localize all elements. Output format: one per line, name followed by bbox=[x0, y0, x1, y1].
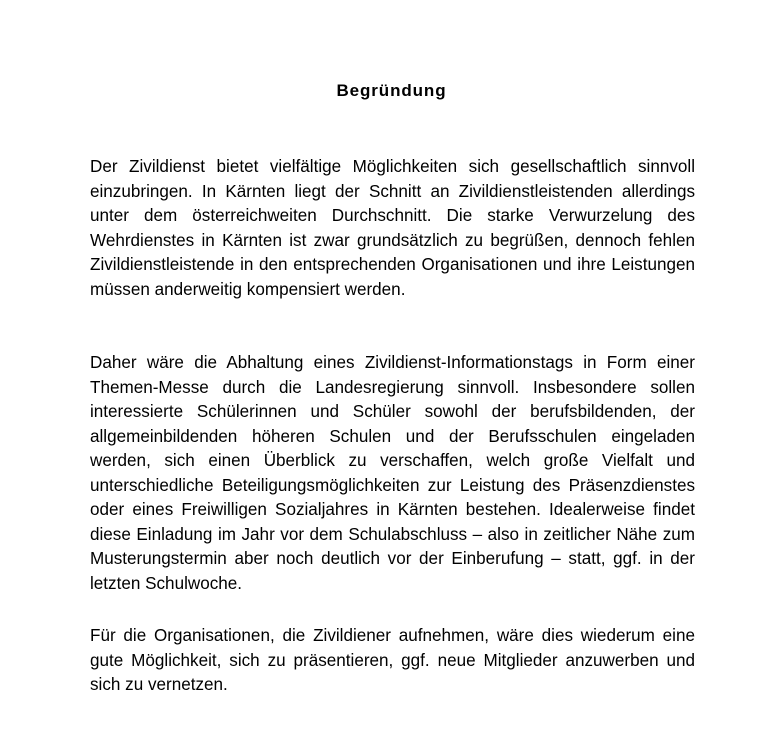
paragraph-1: Der Zivildienst bietet vielfältige Möglichkeiten sich gesellschaftlich sinnvoll einzubringen. In Kärnten liegt der Schnitt an Zivildienstleistenden allerdings unter dem österreichweiten Durchschnitt. Die starke Verwurzelung des Wehrdienstes in Kärnten ist zwar grundsätzlich zu begrüßen, dennoch fehlen Zivildienstleistende in den entsprechenden Organisationen und ihre Leistungen müssen anderweitig kompensiert werden. bbox=[90, 157, 695, 299]
paragraph-3: Für die Organisationen, die Zivildiener aufnehmen, wäre dies wiederum eine gute Möglichkeit, sich zu präsentieren, ggf. neue Mitglieder anzuwerben und sich zu vernetzen. bbox=[90, 626, 695, 694]
document-heading: Begründung bbox=[336, 81, 447, 100]
paragraph-2: Daher wäre die Abhaltung eines Zivildienst-Informationstags in Form einer Themen-Messe durch die Landesregierung sinnvoll. Insbesondere sollen interessierte Schülerinnen und Schüler sowohl der berufsbildenden, der allgemeinbildenden höheren Schulen und der Berufsschulen eingeladen werden, sich einen Überblick zu verschaffen, welch große Vielfalt und unterschiedliche Beteiligungsmöglichkeiten zur Leistung des Präsenzdienstes oder eines Freiwilligen Sozialjahres in Kärnten bestehen. Idealerweise findet diese Einladung im Jahr vor dem Schulabschluss – also in zeitlicher Nähe zum Musterungstermin aber noch deutlich vor der Einberufung – statt, ggf. in der letzten Schulwoche. bbox=[90, 353, 695, 593]
